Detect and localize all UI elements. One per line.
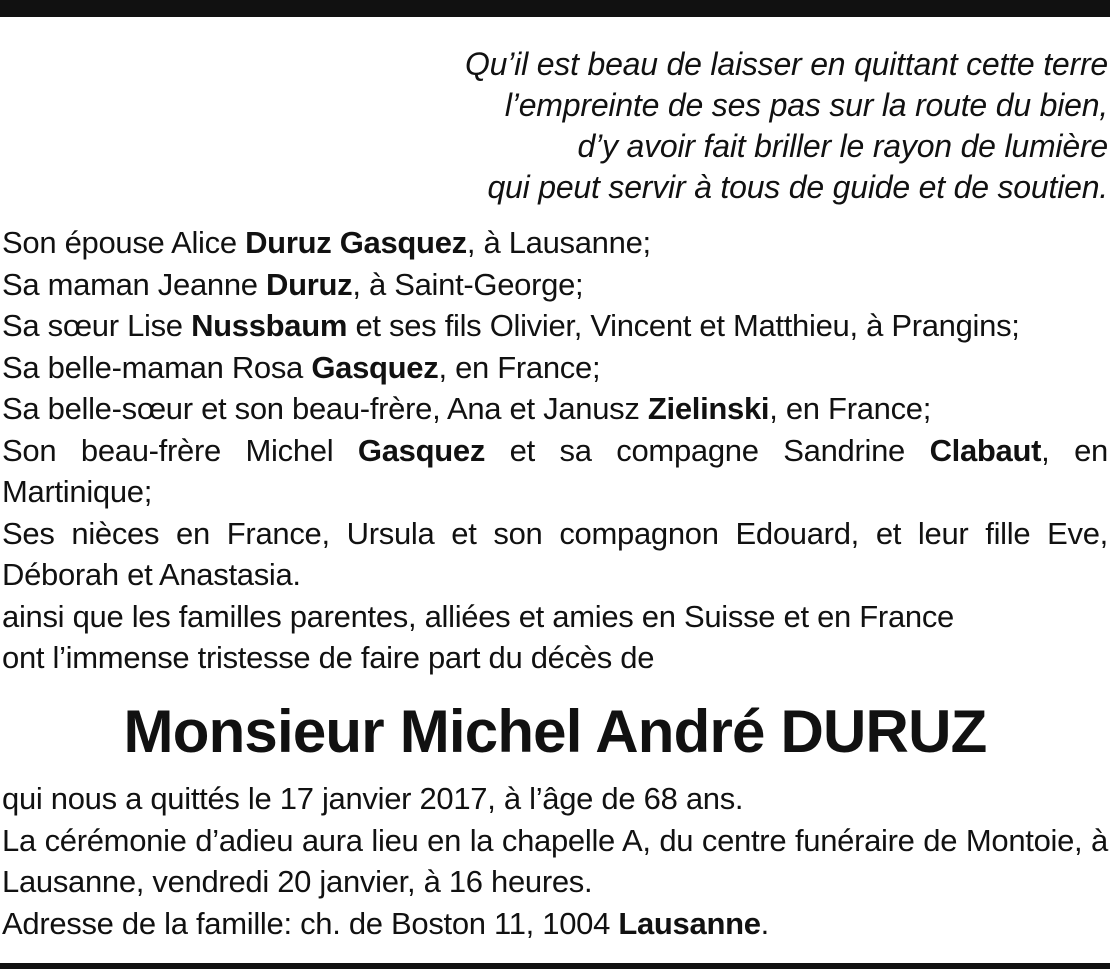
city: Lausanne	[618, 905, 761, 941]
family-line-nieces: Ses nièces en France, Ursula et son compagnon Edouard, et leur fille Eve, Déborah et Anastasia.	[2, 515, 1108, 592]
poem-line-1: Qu’il est beau de laisser en quittant cette terre	[464, 46, 1108, 82]
funeral-details	[2, 778, 1108, 944]
poem-line-3: d’y avoir fait briller le rayon de lumière	[577, 128, 1108, 164]
surname: Duruz Gasquez	[245, 225, 467, 260]
text: Adresse de la famille: ch. de Boston 11, 1004	[2, 905, 619, 941]
text: , à Saint-George;	[352, 266, 584, 302]
family-line-mother	[2, 264, 1108, 306]
text: et ses fils Olivier, Vincent et Matthieu, à Prangins;	[347, 308, 1020, 343]
family-line-mother-in-law	[2, 347, 1108, 389]
family-line-sister	[2, 305, 1108, 347]
epitaph-poem	[8, 44, 1108, 208]
family-line-brother-in-law	[2, 430, 1108, 513]
surname: Gasquez	[357, 432, 486, 468]
text: Sa belle-maman Rosa	[2, 349, 312, 385]
family-line-announcement: ont l’immense tristesse de faire part du décès de	[2, 640, 655, 675]
text: Son beau-frère Michel	[2, 432, 358, 468]
text: Sa belle-sœur et son beau-frère, Ana et Janusz	[2, 391, 648, 426]
text: et sa compagne Sandrine	[485, 432, 930, 468]
text: , en France;	[438, 349, 601, 385]
top-rule	[0, 0, 1110, 17]
text: .	[760, 905, 769, 941]
text: Sa maman Jeanne	[2, 266, 267, 302]
deceased-name: Monsieur Michel André DURUZ	[123, 698, 987, 765]
poem-line-4: qui peut servir à tous de guide et de soutien.	[487, 169, 1108, 205]
family-announcement	[2, 222, 1108, 679]
surname: Clabaut	[929, 432, 1042, 468]
family-address-line	[2, 903, 1108, 945]
surname: Duruz	[266, 266, 353, 302]
ceremony-line: La cérémonie d’adieu aura lieu en la chapelle A, du centre funéraire de Montoie, à Lausanne, vendredi 20 janvier, à 16 heures.	[2, 822, 1108, 899]
surname: Gasquez	[311, 349, 439, 385]
poem-line-2: l’empreinte de ses pas sur la route du bien,	[504, 87, 1108, 123]
text: , en France;	[769, 391, 932, 426]
bottom-rule	[0, 963, 1110, 969]
text: , à Lausanne;	[466, 225, 651, 260]
text: , en Martinique;	[2, 432, 1108, 509]
family-line-sister-in-law	[2, 388, 1108, 430]
surname: Nussbaum	[191, 308, 348, 343]
text: Son épouse Alice	[2, 225, 246, 260]
surname: Zielinski	[647, 391, 770, 426]
death-date-line: qui nous a quittés le 17 janvier 2017, à l’âge de 68 ans.	[2, 781, 744, 816]
text: Sa sœur Lise	[2, 308, 192, 343]
family-line-relatives: ainsi que les familles parentes, alliées et amies en Suisse et en France	[2, 598, 954, 634]
family-line-wife	[2, 222, 1108, 264]
